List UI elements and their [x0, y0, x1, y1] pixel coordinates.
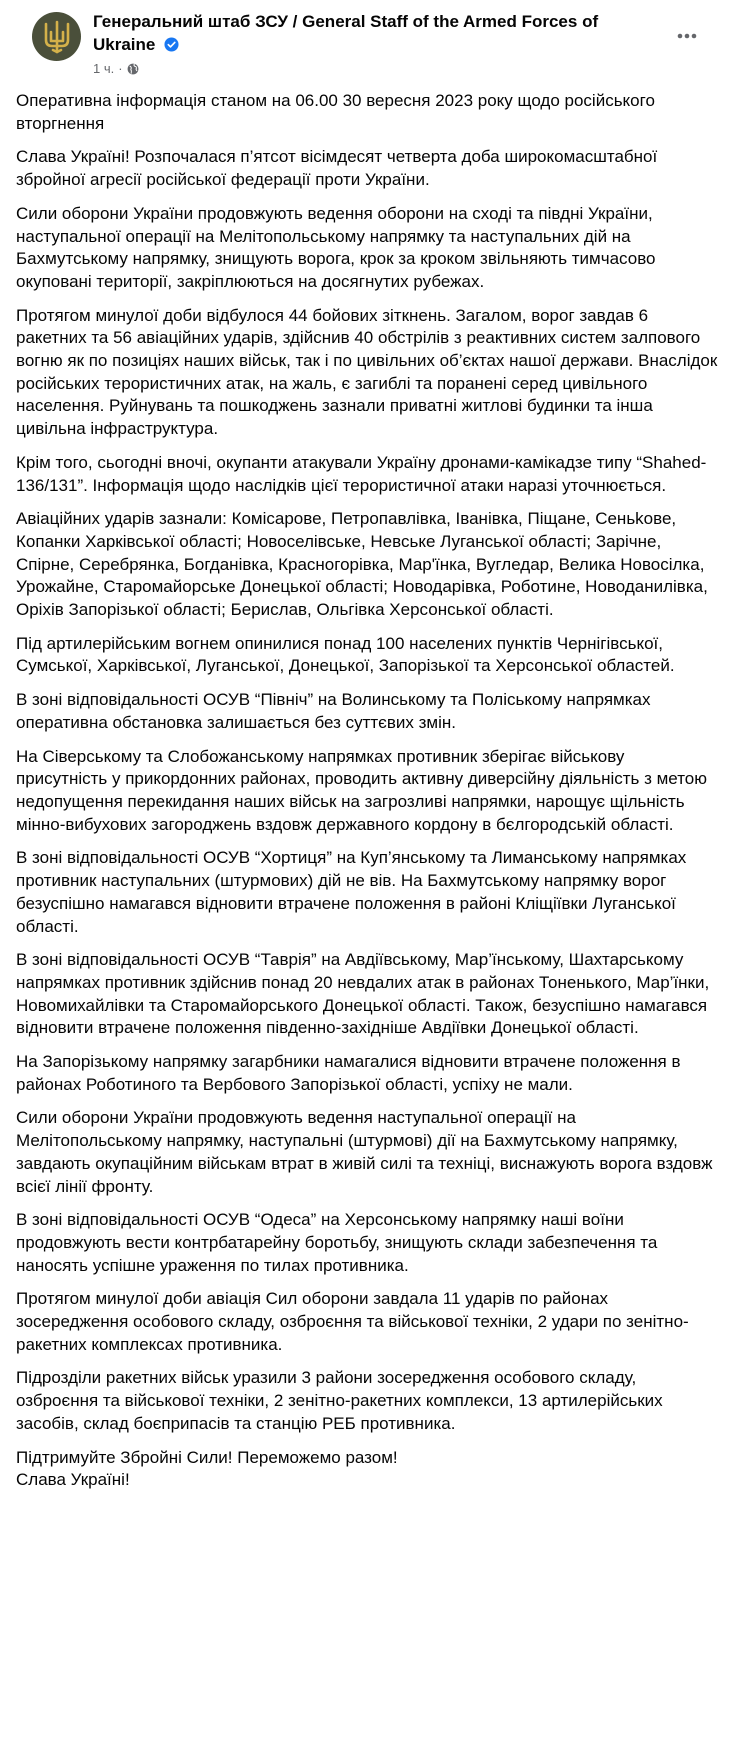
post-paragraph: В зоні відповідальності ОСУВ “Північ” на Волинському та Поліському напрямках оперативна обстановка залишається без суттєвих змін. — [16, 690, 651, 732]
post-paragraph: В зоні відповідальності ОСУВ “Одеса” на Херсонському напрямку наші воїни продовжують вести контрбатарейну боротьбу, знищують склади забезпечення та наносять успішне ураження по тилах противника. — [16, 1210, 658, 1275]
post-paragraph: Слава Україні! Розпочалася п’ятсот вісімдесят четверта доба широкомасштабної збройної агресії російської федерації проти України. — [16, 147, 658, 190]
header-text — [93, 10, 653, 77]
post-paragraph: В зоні відповідальності ОСУВ “Таврія” на Авдіївському, Мар’їнському, Шахтарському напрямках противник здійснив понад 20 невдалих атак в районах Тоненького, Мар’їнки, Новомихайлівки та Старомайорського Донецької області. Також, безуспішно намагався відновити втрачене положення південно-західніше Авдіївки Донецької області. — [16, 950, 710, 1038]
more-options-button[interactable] — [669, 18, 705, 54]
post-paragraph: Протягом минулої доби авіація Сил оборони завдала 11 ударів по районах зосередження особового складу, озброєння та військової техніки, 2 удари по зенітно-ракетних комплексах противника. — [16, 1289, 689, 1354]
trident-emblem-icon — [42, 20, 72, 54]
post-paragraph: Під артилерійським вогнем опинилися понад 100 населених пунктів Чернігівської, Сумської, Харківської, Луганської, Донецької, Запорізької та Херсонської областей. — [16, 633, 675, 676]
post-paragraph: Оперативна інформація станом на 06.00 30 вересня 2023 року щодо російського вторгнення — [16, 91, 655, 133]
post-paragraph: На Сіверському та Слобожанському напрямках противник зберігає військову присутність у прикордонних районах, проводить активну диверсійну діяльність з метою недопущення перекидання наших військ на загрозливі напрямки, нарощує щільність мінно-вибухових загороджень вздовж державного кордону в бєлгородській області. — [16, 746, 707, 834]
verified-badge-icon — [164, 37, 179, 52]
meta-separator: · — [118, 61, 123, 76]
post-paragraph: Авіаційних ударів зазнали: Комісарове, Петропавлівка, Іванівка, Піщане, Сеньkове, Копанки Харківської області; Новоселівське, Невське Луганської області; Зарічне, Спірне, Серебрянка, Богданівка, Красногорівка, Мар'їнка, Вугледар, Велика Новосілка, Урожайне, Старомайорське Донецької області; Новодарівка, Роботине, Новоданилівка, Оріхів Запорізької області; Берислав, Ольгівка Херсонської області. — [16, 509, 708, 620]
page-name-link[interactable]: Генеральний штаб ЗСУ / General Staff of the Armed Forces of Ukraine — [93, 12, 599, 54]
post-content — [16, 90, 719, 1492]
post-header — [16, 0, 719, 82]
closing-line: Підтримуйте Збройні Сили! Переможемо разом! — [16, 1447, 398, 1467]
post-paragraph: На Запорізькому напрямку загарбники намагалися відновити втрачене положення в районах Роботиного та Вербового Запорізької області, успіху не мали. — [16, 1052, 681, 1094]
post-meta — [93, 61, 653, 77]
page-avatar[interactable] — [32, 12, 81, 61]
more-options-icon — [677, 33, 697, 39]
post-paragraph: Підрозділи ракетних військ уразили 3 райони зосередження особового складу, озброєння та військової техніки, 2 зенітно-ракетних комплекси, 13 артилерійських засобів, склад боєприпасів та станцію РЕБ противника. — [16, 1368, 663, 1433]
post-paragraph: Крім того, сьогодні вночі, окупанти атакували Україну дронами-камікадзе типу “Shahed-136/131”. Інформація щодо наслідків цієї терористичної атаки наразі уточнюється. — [16, 452, 707, 495]
post-paragraph: Протягом минулої доби відбулося 44 бойових зіткнень. Загалом, ворог завдав 6 ракетних та 56 авіаційних ударів, здійснив 40 обстрілів з реактивних систем залпового вогню як по позиціях наших військ, так і по цивільних об’єктах нашої держави. Внаслідок російських терористичних атак, на жаль, є загиблі та поранені серед цивільного населення. Руйнувань та пошкоджень зазнали приватні житлові будинки та інша цивільна інфраструктура. — [16, 305, 718, 439]
post-paragraph: Сили оборони України продовжують ведення оборони на сході та півдні України, наступальної операції на Мелітопольському напрямку та наступальних дій на Бахмутському напрямку, знищують ворога, крок за кроком звільняють тимчасово окуповані території, закріплюються на досягнутих рубежах. — [16, 203, 656, 291]
closing-line: Слава Україні! — [16, 1470, 130, 1490]
post-timestamp[interactable]: 1 ч. — [93, 61, 115, 76]
globe-icon — [127, 63, 139, 75]
post-paragraph: Сили оборони України продовжують ведення наступальної операції на Мелітопольському напрямку, наступальні (штурмові) дії на Бахмутському напрямку, завдають окупаційним військам втрат в живій силі та техніці, виснажують ворога вздовж всієї лінії фронту. — [16, 1108, 713, 1196]
post-paragraph: В зоні відповідальності ОСУВ “Хортиця” на Куп’янському та Лиманському напрямках противник наступальних (штурмових) дій не вів. На Бахмутському напрямку ворог безуспішно намагався відновити втрачене положення в районі Кліщіївки Луганської області. — [16, 848, 687, 936]
